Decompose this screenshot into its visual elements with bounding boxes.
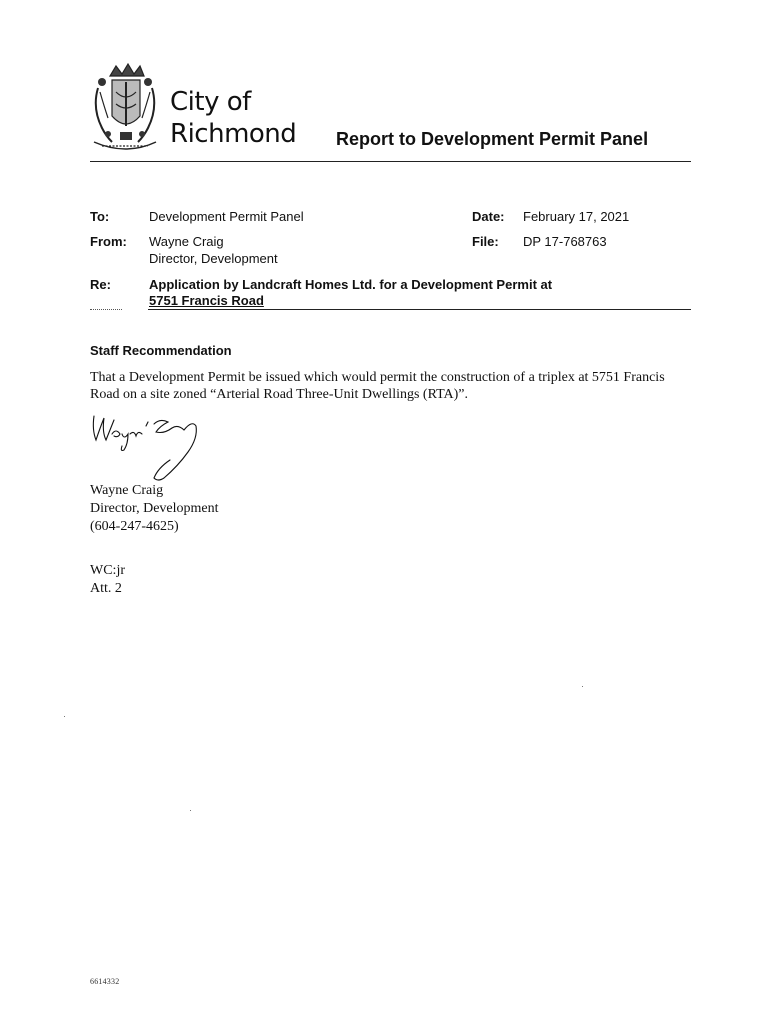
re-subject-line2: 5751 Francis Road: [149, 293, 264, 308]
city-name-line1: City of: [170, 87, 251, 117]
from-name: Wayne Craig: [149, 234, 224, 249]
header-divider: [90, 161, 691, 162]
attachments-note: Att. 2: [90, 581, 122, 596]
from-label: From:: [90, 234, 127, 249]
from-title: Director, Development: [149, 251, 278, 266]
file-value: DP 17-768763: [523, 234, 607, 249]
report-title: Report to Development Permit Panel: [336, 129, 649, 149]
re-divider-left: [90, 309, 122, 310]
re-label: Re:: [90, 277, 111, 292]
document-id: 6614332: [90, 977, 120, 986]
re-subject-line1: Application by Landcraft Homes Ltd. for a Development Permit at: [149, 277, 553, 292]
file-label: File:: [472, 234, 499, 249]
to-value: Development Permit Panel: [149, 209, 304, 224]
signature-block: [90, 482, 219, 536]
typist-initials: WC:jr: [90, 563, 125, 578]
city-name-line2: Richmond: [170, 119, 297, 149]
recommendation-body: That a Development Permit be issued which would permit the construction of a triplex at 5751 Francis Road on a site zoned “Arterial Road Three-Unit Dwellings (RTA)”.: [90, 370, 665, 402]
city-crest-logo: [90, 62, 160, 158]
to-label: To:: [90, 209, 110, 224]
signer-phone: (604-247-4625): [90, 519, 179, 534]
recommendation-heading: Staff Recommendation: [90, 343, 232, 358]
handwritten-signature: [88, 404, 208, 484]
scan-speck: [190, 810, 191, 811]
date-value: February 17, 2021: [523, 209, 630, 224]
date-label: Date:: [472, 209, 505, 224]
scan-speck: [64, 716, 65, 717]
signer-name: Wayne Craig: [90, 483, 164, 498]
initials-block: [90, 562, 125, 598]
re-subject: [149, 277, 552, 309]
re-divider: [148, 309, 691, 310]
signer-title: Director, Development: [90, 501, 219, 516]
scan-speck: [582, 686, 583, 687]
